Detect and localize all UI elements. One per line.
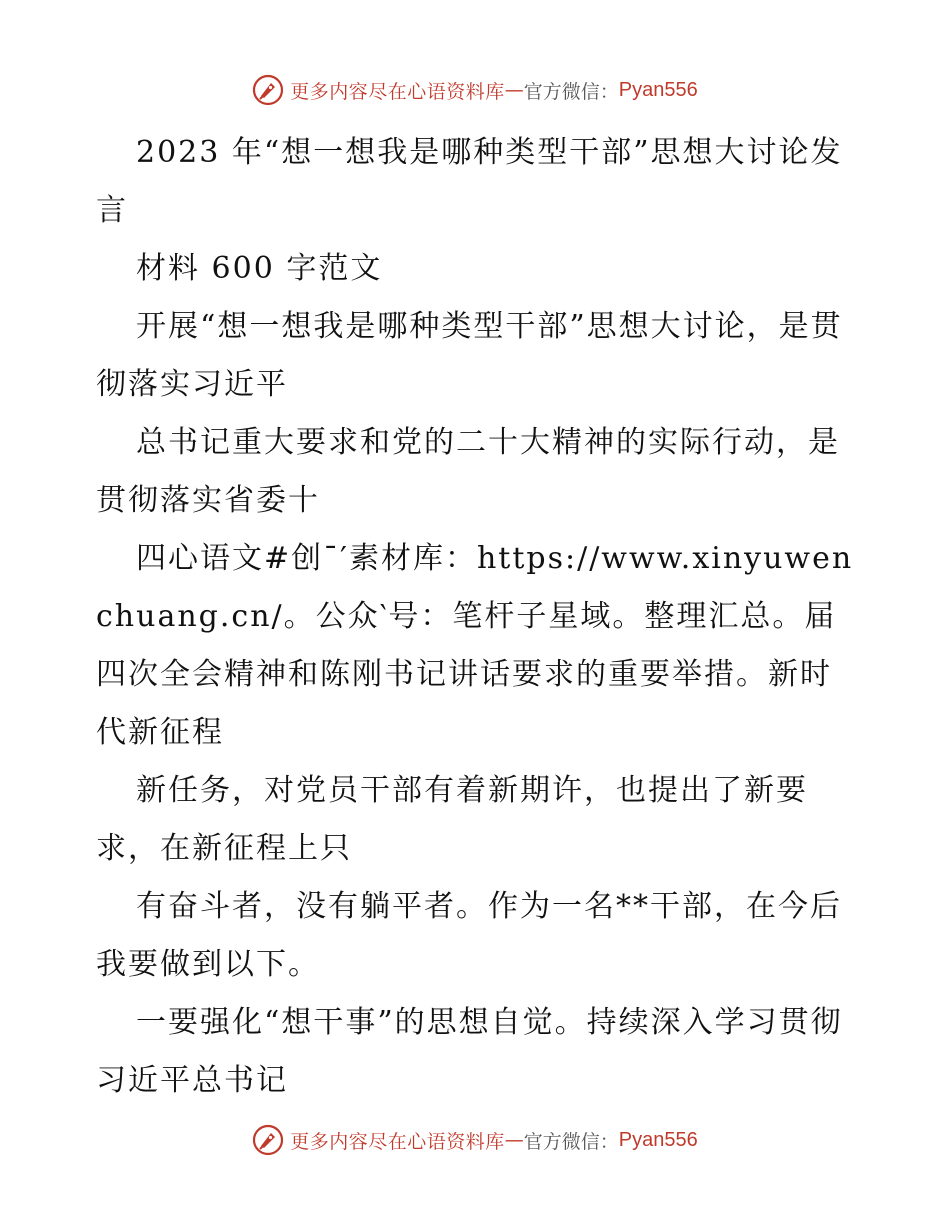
watermark-wechat-label: 官方微信： xyxy=(523,1130,619,1153)
paragraph: 有奋斗者，没有躺平者。作为一名**干部，在今后我要做到以下。 xyxy=(96,889,842,982)
header-watermark xyxy=(0,72,950,108)
pen-nib-circle-icon xyxy=(252,74,284,106)
paragraph: 总书记重大要求和党的二十大精神的实际行动，是贯彻落实省委十 xyxy=(96,425,840,518)
paragraph: 新任务，对党员干部有着新期许，也提出了新要求，在新征程上只 xyxy=(96,773,808,866)
footer-watermark xyxy=(0,1122,950,1158)
watermark-site-text: 更多内容尽在心语资料库 xyxy=(290,80,505,103)
watermark-wechat-id: Pyan556 xyxy=(618,1128,698,1151)
watermark-wechat-id: Pyan556 xyxy=(618,78,698,101)
paragraph: 四心语文#创¯′素材库：https://www.xinyuwenchuang.cn/。公众‵号：笔杆子星域。整理汇总。届四次全会精神和陈刚书记讲话要求的重要举措。新时代新征程 xyxy=(96,541,854,750)
watermark-wechat-label: 官方微信： xyxy=(523,80,619,103)
paragraph: 开展“想一想我是哪种类型干部”思想大讨论，是贯彻落实习近平 xyxy=(96,309,843,402)
watermark-dash: — xyxy=(504,79,524,101)
paragraph-title: 2023 年“想一想我是哪种类型干部”思想大讨论发言 xyxy=(96,135,843,228)
paragraph-subtitle: 材料 600 字范文 xyxy=(136,251,383,286)
pen-nib-circle-icon xyxy=(252,1124,284,1156)
paragraph: 一要强化“想干事”的思想自觉。持续深入学习贯彻习近平总书记 xyxy=(96,1005,843,1098)
watermark-dash: — xyxy=(504,1129,524,1151)
watermark-site-text: 更多内容尽在心语资料库 xyxy=(290,1130,505,1153)
document-body xyxy=(96,124,856,1110)
